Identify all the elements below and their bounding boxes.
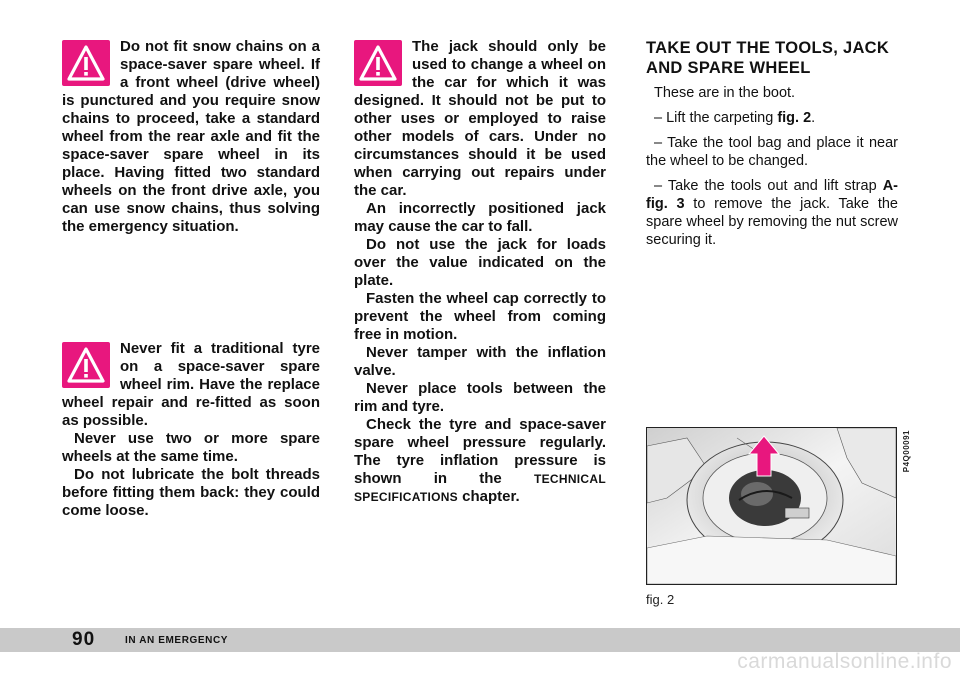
pressure-text: Check the tyre and space-saver spare wheel pressure regularly. The tyre inflation pressure is shown in the: [354, 416, 606, 487]
warning-text: Never use two or more spare wheels at the same time.: [62, 430, 320, 465]
pressure-text-end: chapter.: [458, 488, 520, 505]
step-text: – Lift the carpeting: [654, 110, 778, 126]
warning-text: [354, 416, 606, 506]
body-paragraph: [646, 109, 898, 127]
step-text-end: .: [811, 110, 816, 126]
warning-text: Do not lubricate the bolt threads before fitting them back: they could come loose.: [62, 466, 320, 519]
warning-text: Never fit a traditional tyre on a space-saver spare wheel rim. Have the replace wheel repair and re-fitted as soon as possible.: [62, 340, 320, 429]
section-name: IN AN EMERGENCY: [125, 635, 229, 646]
warning-text: Do not use the jack for loads over the value indicated on the plate.: [354, 236, 606, 289]
warning-text: Do not fit snow chains on a space-saver spare wheel. If a front wheel (drive wheel) is punctured and you require snow chains to proceed, take a standard wheel from the rear axle and fit the space-saver spare wheel in its place. Having fitted two standard wheels on the front drive axle, you can use snow chains, thus solving the emergency situation.: [62, 38, 320, 235]
right-column: [646, 38, 898, 256]
middle-column: [354, 38, 606, 506]
figure-caption: fig. 2: [646, 592, 675, 607]
warning-text: Never tamper with the inflation valve.: [354, 344, 606, 379]
watermark: carmanualsonline.info: [737, 650, 952, 673]
boot-spare-wheel-figure: [646, 427, 897, 585]
step-text: – Take the tools out and lift strap: [654, 178, 883, 194]
page-footer: [0, 628, 960, 652]
step-text-end: to remove the jack. Take the spare wheel by removing the nut screw securing it.: [646, 196, 898, 248]
body-paragraph: – Take the tool bag and place it near the wheel to be changed.: [646, 135, 898, 169]
section-heading: TAKE OUT THE TOOLS, JACK AND SPARE WHEEL: [646, 39, 890, 77]
warning-text: The jack should only be used to change a wheel on the car for which it was designed. It should not be put to other uses or employed to raise other models of cars. Under no circumstances should it be used when carrying out repairs under the car.: [354, 38, 606, 199]
figure-reference: fig. 2: [777, 110, 812, 126]
warning-triangle-icon: [62, 40, 110, 86]
figure-reference: A-fig. 3: [646, 178, 898, 212]
figure-code: P4Q00091: [902, 430, 911, 473]
warning-triangle-icon: [354, 40, 402, 86]
boot-illustration: [647, 428, 896, 584]
warning-triangle-icon: [62, 342, 110, 388]
spare-rim-warning: [62, 340, 320, 520]
jack-warning: [354, 38, 606, 506]
left-column: [62, 38, 320, 520]
warning-text: Never place tools between the rim and tyre.: [354, 380, 606, 415]
body-paragraph: These are in the boot.: [654, 85, 796, 101]
warning-text: An incorrectly positioned jack may cause the car to fall.: [354, 200, 606, 235]
snow-chains-warning: [62, 38, 320, 236]
technical-specifications-reference: TECHNICAL SPECIFICATIONS: [354, 472, 606, 504]
page-number: 90: [72, 629, 96, 650]
warning-text: Fasten the wheel cap correctly to prevent the wheel from coming free in motion.: [354, 290, 606, 343]
body-paragraph: [646, 177, 898, 249]
